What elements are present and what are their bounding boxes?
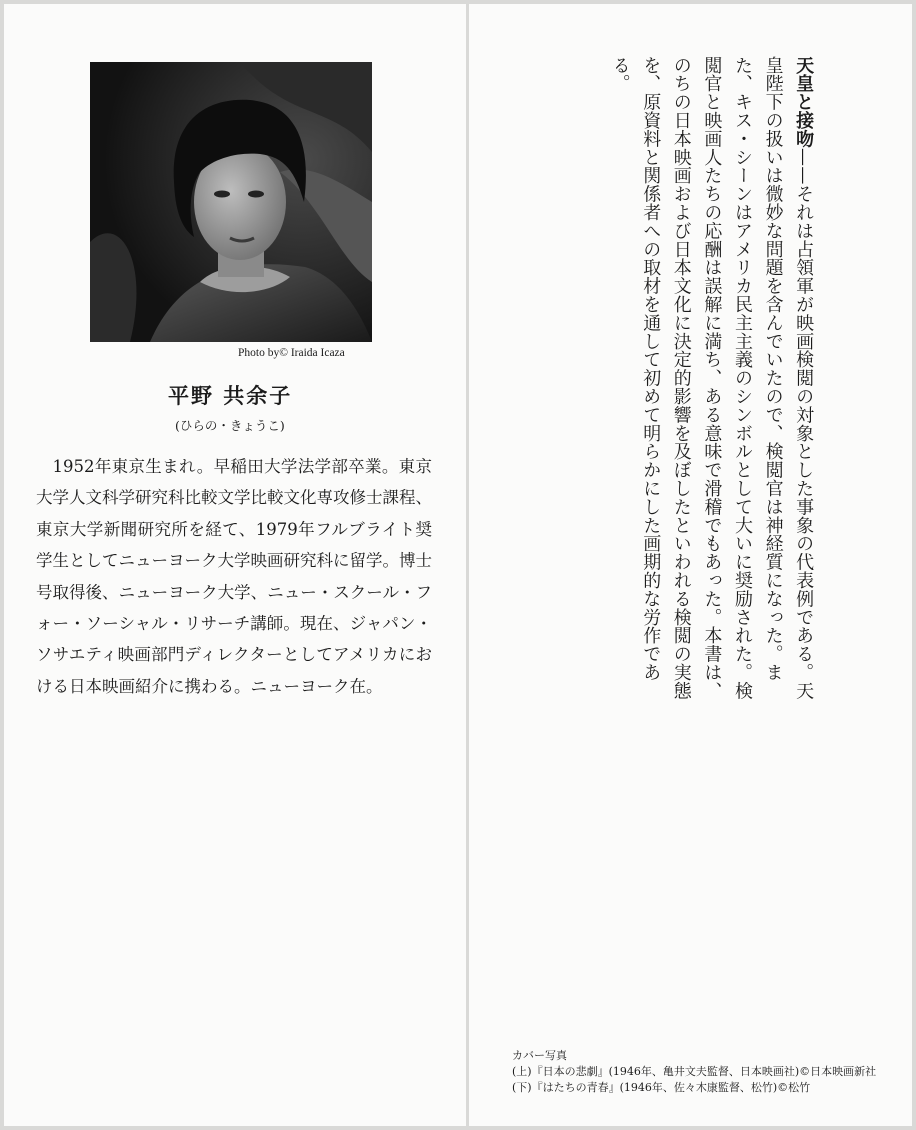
synopsis-lead-title: 天皇と接吻 bbox=[793, 56, 815, 148]
synopsis-body: ——それは占領軍が映画検閲の対象とした事象の代表例である。天皇陛下の扱いは微妙な問題を含んでいたので、検閲官は神経質になった。また、キス・シーンはアメリカ民主主義のシンボルとして大いに奨励された。検閲官と映画人たちの応酬は誤解に満ち、ある意味で滑稽でもあった。本書は、のちの日本映画および日本文化に決定的影響を及ぼしたといわれる検閲の実態を、原資料と関係者への取材を通して初めて明らかにした画期的な労作である。 bbox=[609, 56, 815, 700]
author-biography: 1952年東京生まれ。早稲田大学法学部卒業。東京大学人文科学研究科比較文学比較文化専攻修士課程、東京大学新聞研究所を経て、1979年フルブライト奨学生としてニューヨーク大学映画研究科に留学。博士号取得後、ニューヨーク大学、ニュー・スクール・フォー・ソーシャル・リサーチ講師。現在、ジャパン・ソサエティ映画部門ディレクターとしてアメリカにおける日本映画紹介に携わる。ニューヨーク在。 bbox=[36, 457, 432, 696]
author-photo bbox=[90, 62, 372, 342]
cover-credit-top: (上)『日本の悲劇』(1946年、亀井文夫監督、日本映画社)©日本映画新社 bbox=[512, 1065, 877, 1078]
cover-credit-bottom: (下)『はたちの青春』(1946年、佐々木康監督、松竹)©松竹 bbox=[512, 1081, 811, 1094]
photo-credit: Photo by© Iraida Icaza bbox=[238, 347, 345, 359]
book-synopsis bbox=[604, 56, 818, 706]
author-name: 平野 共余子 bbox=[168, 383, 293, 408]
cover-photo-credits bbox=[512, 1048, 876, 1096]
author-name-reading: (ひらの・きょうこ) bbox=[175, 418, 285, 433]
cover-credits-heading: カバー写真 bbox=[512, 1049, 567, 1062]
author-photo-image bbox=[90, 62, 372, 342]
